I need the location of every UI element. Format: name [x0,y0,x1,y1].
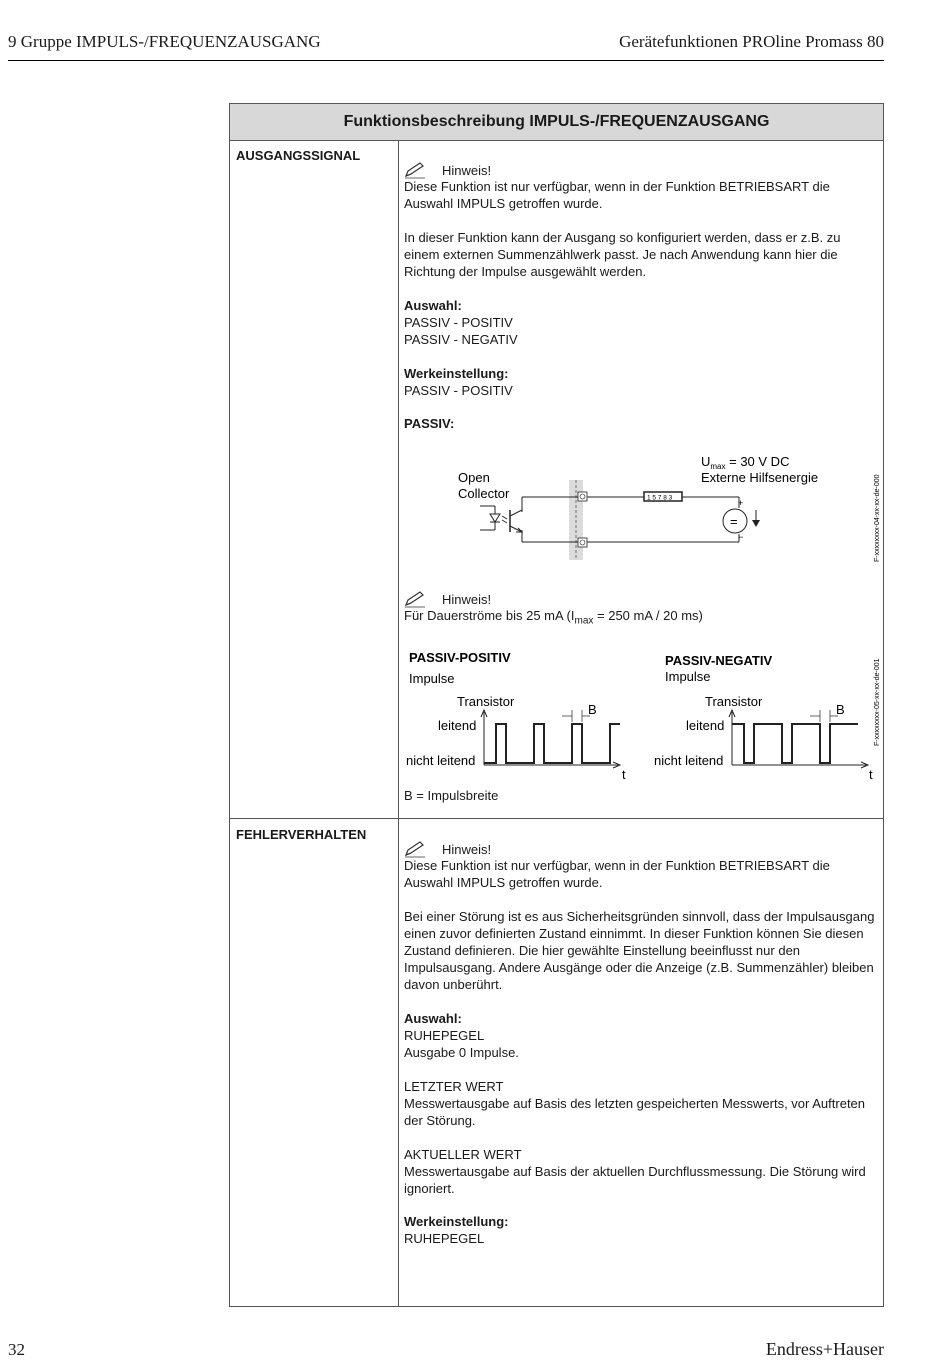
description-paragraph: In dieser Funktion kann der Ausgang so konfiguriert werden, dass er z.B. zu einem externen Summenzählwerk passt. Je nach Anwendung kann hier die Richtung der Impulse ausgewählt werden. [404,230,841,279]
werkeinstellung-label: Werkeinstellung: [404,1214,509,1229]
figure-code-2: F-xxxxxxxx-05-xx-xx-de-001 [874,658,881,746]
brand-logo-text: Endress+Hauser [765,1339,884,1359]
led-icon [490,514,500,522]
source-minus: − [738,532,744,542]
open-collector-circuit-diagram [404,440,884,580]
label-open: Open [458,470,490,485]
hint-note-2 [404,590,491,608]
hint-text: Diese Funktion ist nur verfügbar, wenn in der Funktion BETRIEBSART die Auswahl IMPULS getroffen wurde. [404,858,830,890]
page-number: 32 [8,1340,25,1359]
pulse-width-label: B [836,702,845,717]
werkeinstellung-value: PASSIV - POSITIV [404,383,513,398]
header-document-title: Gerätefunktionen PROline Promass 80 [619,32,884,51]
diagram-transistor-label: Transistor [705,694,763,709]
option-letzter-wert-desc: Messwertausgabe auf Basis des letzten gespeicherten Messwerts, vor Auftreten der Störung. [404,1096,866,1128]
figure-code-1: F-xxxxxxxx-04-xx-xx-de-000 [874,474,881,562]
label-umax: $U_{max} = 30$ V DC [701,454,790,471]
pencil-note-icon [404,161,426,179]
diagram-transistor-label: Transistor [457,694,515,709]
header-section-title: 9 Gruppe IMPULS-/FREQUENZAUSGANG [8,32,321,51]
hint-note-1 [404,161,491,179]
diagram-title-positiv: PASSIV-POSITIV [409,650,511,665]
description-paragraph: Bei einer Störung ist es aus Sicherheitsgründen sinnvoll, dass der Impulsausgang einen zuvor definierten Zustand einnimmt. In dieser Funktion können Sie diesen Zustand definieren. Die hier gewählte Einstellung beeinflusst nur den Impulsausgang. Andere Ausgänge oder die Anzeige (z.B. Summenzähler) bleiben davon unberührt. [404,909,875,992]
terminal-top [578,492,587,501]
hint-title: Hinweis! [442,162,492,178]
option-passiv-positiv: PASSIV - POSITIV [404,315,513,330]
source-plus: + [738,498,744,508]
diagram-impulse-label: Impulse [665,669,711,684]
counter-digits: 1 5 7 8 3 [647,494,673,502]
diagram-leitend-label: leitend [686,718,725,733]
source-symbol: = [730,514,738,529]
diagram-nicht-leitend-label: nicht leitend [654,753,724,768]
axis-t-label: t [869,767,873,782]
pulse-timing-diagrams [404,640,884,790]
terminal-bottom [578,538,587,547]
passiv-label: PASSIV: [404,416,455,431]
auswahl-label: Auswahl: [404,298,462,313]
column-divider [398,140,399,1306]
diagram-title-negativ: PASSIV-NEGATIV [665,653,773,668]
hint-text: Diese Funktion ist nur verfügbar, wenn in der Funktion BETRIEBSART die Auswahl IMPULS getroffen wurde. [404,179,830,211]
diagram-leitend-label: leitend [438,718,477,733]
option-ruhepegel: RUHEPEGEL [404,1028,485,1043]
auswahl-label: Auswahl: [404,1011,462,1026]
hint-title: Hinweis! [442,841,492,857]
option-ruhepegel-desc: Ausgabe 0 Impulse. [404,1045,519,1060]
diagram-nicht-leitend-label: nicht leitend [406,753,476,768]
table-title: Funktionsbeschreibung IMPULS-/FREQUENZAUSGANG [230,104,883,141]
werkeinstellung-label: Werkeinstellung: [404,366,509,381]
ground-icon [752,520,760,527]
option-aktueller-wert-desc: Messwertausgabe auf Basis der aktuellen Durchflussmessung. Die Störung wird ignoriert. [404,1164,866,1196]
hint-current-limits: Für Dauerströme bis 25 mA ($I_{max} = 250$ mA / 20 ms) [404,608,703,627]
pulse-width-label: B [588,702,597,717]
pencil-note-icon [404,840,426,858]
label-collector: Collector [458,486,510,501]
werkeinstellung-value: RUHEPEGEL [404,1231,485,1246]
pulse-width-legend: B = Impulsbreite [404,788,499,803]
axis-t-label: t [622,767,626,782]
hint-note-3 [404,840,491,858]
pencil-note-icon [404,590,426,608]
pulse-trace-positiv [484,724,620,763]
option-aktueller-wert: AKTUELLER WERT [404,1147,522,1162]
row-divider [230,818,883,819]
option-passiv-negativ: PASSIV - NEGATIV [404,332,518,347]
diagram-impulse-label: Impulse [409,671,455,686]
hint-title: Hinweis! [442,591,492,607]
pulse-trace-negativ [732,724,858,763]
label-external-power: Externe Hilfsenergie [701,470,819,485]
row-label-ausgangssignal: AUSGANGSSIGNAL [236,148,361,163]
row-label-fehlerverhalten: FEHLERVERHALTEN [236,827,367,842]
header-rule [8,60,884,61]
option-letzter-wert: LETZTER WERT [404,1079,504,1094]
